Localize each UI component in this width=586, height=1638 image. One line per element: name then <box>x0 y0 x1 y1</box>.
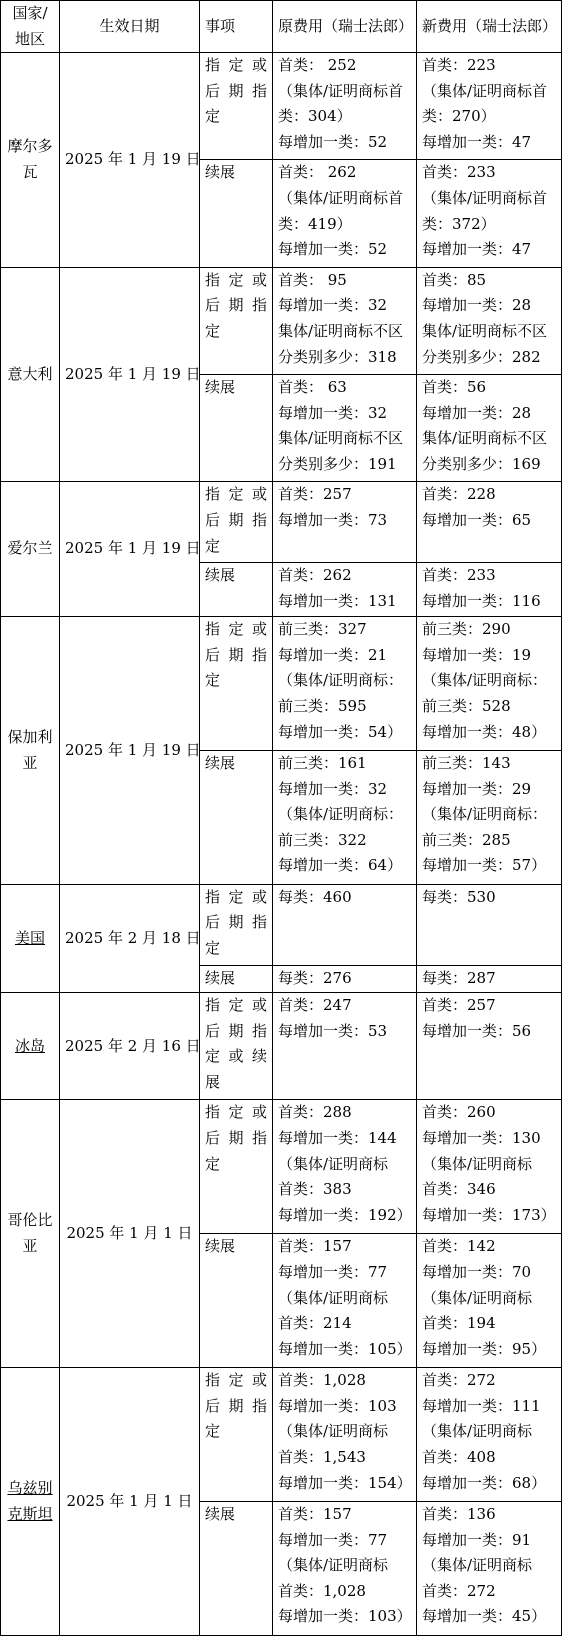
country-cell <box>1 267 60 482</box>
old-fee-cell <box>273 751 417 885</box>
fee-line: （集体/证明商标： <box>278 671 404 690</box>
fee-line: （集体/证明商标 <box>278 1154 389 1173</box>
item-cell: 续展 <box>200 1502 273 1636</box>
country-name: 哥伦比亚 <box>7 1211 53 1255</box>
fee-line: 首类：288 <box>278 1103 352 1122</box>
fee-line: 每增加一类：73 <box>278 510 388 529</box>
item-cell: 指 定 或 后 期 指 定 <box>200 267 273 374</box>
header-item: 事项 <box>200 1 273 53</box>
fee-line: 首类：272 <box>422 1371 496 1390</box>
effective-date-cell: 2025 年 1 月 19 日 <box>60 617 200 885</box>
new-fee-cell <box>417 563 562 617</box>
header-row <box>1 1 562 53</box>
country-cell <box>1 53 60 268</box>
fee-line: 首类： 63 <box>278 378 347 397</box>
fee-line: 每类：276 <box>278 968 352 987</box>
fee-line: 每增加一类：21 <box>278 645 388 664</box>
old-fee-cell <box>273 160 417 267</box>
country-cell <box>1 617 60 885</box>
country-cell <box>1 482 60 617</box>
fee-line: 每增加一类：111 <box>422 1396 541 1415</box>
fee-line: 集体/证明商标不区分类别多少：282 <box>422 321 548 366</box>
fee-line: 每增加一类：19 <box>422 645 532 664</box>
old-fee-cell <box>273 965 417 993</box>
fee-line: 首类：260 <box>422 1103 496 1122</box>
fee-line: （集体/证明商标 <box>422 1422 533 1441</box>
fee-line: （集体/证明商标： <box>278 805 404 824</box>
fee-line: 每增加一类：47 <box>422 132 532 151</box>
fee-line: 每增加一类：103） <box>278 1607 412 1626</box>
fee-line: 首类： 95 <box>278 270 347 289</box>
old-fee-cell <box>273 1234 417 1368</box>
fee-line: 首类：1,028 <box>278 1581 366 1600</box>
fee-line: 首类：136 <box>422 1505 496 1523</box>
fee-line: 集体/证明商标不区分类别多少：191 <box>278 429 404 473</box>
fee-line: 首类：257 <box>422 996 496 1015</box>
fee-line: 首类：247 <box>278 996 352 1015</box>
new-fee-cell <box>417 482 562 563</box>
fee-line: 前三类：161 <box>278 754 367 773</box>
header-country: 国家/地区 <box>1 1 60 53</box>
fee-line: 每增加一类：70 <box>422 1262 532 1281</box>
item-cell: 续展 <box>200 965 273 993</box>
fee-line: 首类：257 <box>278 485 352 504</box>
country-name: 摩尔多瓦 <box>7 137 53 181</box>
item-cell: 续展 <box>200 160 273 267</box>
fee-line: 首类：346 <box>422 1180 496 1199</box>
new-fee-cell <box>417 993 562 1100</box>
fee-line: 每增加一类：103 <box>278 1396 397 1415</box>
item-cell: 指 定 或 后 期 指 定 <box>200 617 273 751</box>
fee-line: （集体/证明商标 <box>422 1154 533 1173</box>
table-row <box>1 267 562 374</box>
fee-line: （集体/证明商标： <box>422 671 548 690</box>
old-fee-cell <box>273 267 417 374</box>
fee-line: 每增加一类：52 <box>278 240 388 259</box>
new-fee-cell <box>417 160 562 267</box>
fee-line: （集体/证明商标首类：270） <box>422 81 548 126</box>
fee-line: 前三类：327 <box>278 620 367 639</box>
old-fee-cell <box>273 1502 417 1636</box>
fee-line: 每增加一类：45） <box>422 1607 547 1626</box>
fee-line: 首类：272 <box>422 1581 496 1600</box>
fee-line: 每类：530 <box>422 887 496 906</box>
old-fee-cell <box>273 53 417 160</box>
fee-line: 每增加一类：131 <box>278 591 397 610</box>
table-row <box>1 1368 562 1502</box>
fee-line: （集体/证明商标 <box>422 1288 533 1307</box>
effective-date-cell: 2025 年 1 月 19 日 <box>60 267 200 482</box>
fee-line: 首类：1,028 <box>278 1371 366 1390</box>
item-cell: 指 定 或 后 期 指 定 <box>200 482 273 563</box>
new-fee-cell <box>417 1502 562 1636</box>
old-fee-cell <box>273 375 417 482</box>
fee-line: 每增加一类：64） <box>278 856 403 875</box>
item-cell: 指 定 或 后 期 指 定 <box>200 1368 273 1502</box>
fee-line: 首类：233 <box>422 163 496 182</box>
fee-line: 每类：460 <box>278 887 352 906</box>
country-cell[interactable] <box>1 1368 60 1636</box>
country-cell[interactable] <box>1 993 60 1100</box>
effective-date-cell: 2025 年 2 月 18 日 <box>60 884 200 992</box>
fee-line: 每增加一类：91 <box>422 1530 532 1549</box>
new-fee-cell <box>417 617 562 751</box>
fee-line: 每增加一类：56 <box>422 1021 532 1040</box>
fee-line: 每增加一类：32 <box>278 296 388 315</box>
table-row <box>1 482 562 563</box>
item-cell: 指 定 或 后 期 指 定 或 续 展 <box>200 993 273 1100</box>
fee-line: 每增加一类：116 <box>422 591 541 610</box>
fee-line: 首类： 252 <box>278 56 357 75</box>
fee-line: 首类：157 <box>278 1505 352 1523</box>
fee-line: 前三类：595 <box>278 696 367 715</box>
fee-line: 每增加一类：77 <box>278 1530 388 1549</box>
fee-line: 集体/证明商标不区分类别多少：318 <box>278 321 404 366</box>
item-cell: 续展 <box>200 751 273 885</box>
fee-line: 首类：194 <box>422 1314 496 1333</box>
fee-line: 每增加一类：32 <box>278 779 388 798</box>
fee-line: 每增加一类：144 <box>278 1129 397 1148</box>
table-row <box>1 993 562 1100</box>
country-cell <box>1 1100 60 1368</box>
effective-date-cell: 2025 年 2 月 16 日 <box>60 993 200 1100</box>
new-fee-cell <box>417 1234 562 1368</box>
fee-line: （集体/证明商标首类：372） <box>422 189 548 233</box>
fee-line: 首类：85 <box>422 270 487 289</box>
fee-line: 首类：157 <box>278 1237 352 1256</box>
fee-line: 前三类：528 <box>422 696 511 715</box>
old-fee-cell <box>273 1368 417 1502</box>
fee-line: （集体/证明商标 <box>278 1288 389 1307</box>
fee-table-body <box>1 53 562 1636</box>
fee-line: 每增加一类：130 <box>422 1129 541 1148</box>
fee-line: 首类：223 <box>422 56 496 75</box>
fee-line: 首类：262 <box>278 566 352 585</box>
fee-line: 首类： 262 <box>278 163 357 182</box>
table-row <box>1 617 562 751</box>
item-cell: 指 定 或 后 期 指 定 <box>200 884 273 965</box>
country-name: 意大利 <box>7 364 53 383</box>
new-fee-cell <box>417 751 562 885</box>
fee-line: 前三类：285 <box>422 830 511 849</box>
new-fee-cell <box>417 884 562 965</box>
country-link[interactable]: 乌兹别克斯坦 <box>7 1478 53 1523</box>
new-fee-cell <box>417 375 562 482</box>
fee-line: 首类：142 <box>422 1237 496 1256</box>
fee-line: 前三类：143 <box>422 754 511 773</box>
fee-line: （集体/证明商标 <box>278 1422 389 1441</box>
header-date: 生效日期 <box>60 1 200 53</box>
fee-line: 每增加一类：48） <box>422 722 547 741</box>
fee-line: 每增加一类：68） <box>422 1473 547 1492</box>
fee-line: 每增加一类：53 <box>278 1021 388 1040</box>
new-fee-cell <box>417 1368 562 1502</box>
item-cell: 续展 <box>200 1234 273 1368</box>
effective-date-cell: 2025 年 1 月 1 日 <box>60 1368 200 1636</box>
fee-line: 首类：214 <box>278 1314 352 1333</box>
effective-date-cell: 2025 年 1 月 19 日 <box>60 482 200 617</box>
fee-line: （集体/证明商标： <box>422 805 548 824</box>
fee-line: （集体/证明商标 <box>278 1556 389 1575</box>
fee-line: 每增加一类：192） <box>278 1205 412 1224</box>
fee-line: 首类：228 <box>422 485 496 504</box>
table-row <box>1 884 562 965</box>
fee-line: 前三类：290 <box>422 620 511 639</box>
fee-line: 每增加一类：29 <box>422 779 532 798</box>
fee-line: 首类：408 <box>422 1447 496 1466</box>
new-fee-cell <box>417 1100 562 1234</box>
old-fee-cell <box>273 1100 417 1234</box>
fee-line: 每增加一类：54） <box>278 722 403 741</box>
country-link[interactable]: 冰岛 <box>14 1036 45 1055</box>
fee-line: （集体/证明商标 <box>422 1556 533 1575</box>
fee-line: 每类：287 <box>422 968 496 987</box>
item-cell: 指 定 或 后 期 指 定 <box>200 53 273 160</box>
effective-date-cell: 2025 年 1 月 19 日 <box>60 53 200 268</box>
fee-line: 每增加一类：28 <box>422 296 532 315</box>
fee-line: 首类：1,543 <box>278 1447 366 1466</box>
country-name: 保加利亚 <box>7 727 53 772</box>
fee-line: 每增加一类：173） <box>422 1205 556 1224</box>
header-old-fee: 原费用（瑞士法郎） <box>273 1 417 53</box>
fee-line: 首类：233 <box>422 566 496 585</box>
table-row <box>1 53 562 160</box>
fee-line: 每增加一类：105） <box>278 1339 412 1358</box>
fee-line: 每增加一类：28 <box>422 403 532 422</box>
old-fee-cell <box>273 482 417 563</box>
country-cell[interactable] <box>1 884 60 992</box>
fee-line: （集体/证明商标首类：304） <box>278 81 404 126</box>
old-fee-cell <box>273 884 417 965</box>
new-fee-cell <box>417 53 562 160</box>
fee-line: 前三类：322 <box>278 830 367 849</box>
fee-line: 每增加一类：52 <box>278 132 388 151</box>
fee-line: 每增加一类：57） <box>422 856 547 875</box>
effective-date-cell: 2025 年 1 月 1 日 <box>60 1100 200 1368</box>
old-fee-cell <box>273 993 417 1100</box>
fee-line: 每增加一类：47 <box>422 240 532 259</box>
fee-line: 每增加一类：154） <box>278 1473 412 1492</box>
country-link[interactable]: 美国 <box>14 928 45 947</box>
fee-line: 每增加一类：65 <box>422 510 532 529</box>
fee-line: 首类：383 <box>278 1180 352 1199</box>
old-fee-cell <box>273 617 417 751</box>
fee-line: 首类：56 <box>422 378 487 397</box>
item-cell: 续展 <box>200 563 273 617</box>
table-row <box>1 1100 562 1234</box>
item-cell: 指 定 或 后 期 指 定 <box>200 1100 273 1234</box>
new-fee-cell <box>417 965 562 993</box>
fee-line: 集体/证明商标不区分类别多少：169 <box>422 429 548 473</box>
item-cell: 续展 <box>200 375 273 482</box>
fee-line: 每增加一类：32 <box>278 403 388 422</box>
fee-line: 每增加一类：77 <box>278 1262 388 1281</box>
old-fee-cell <box>273 563 417 617</box>
header-new-fee: 新费用（瑞士法郎） <box>417 1 562 53</box>
fee-line: 每增加一类：95） <box>422 1339 547 1358</box>
new-fee-cell <box>417 267 562 374</box>
fee-line: （集体/证明商标首类：419） <box>278 189 404 233</box>
country-name: 爱尔兰 <box>7 539 53 558</box>
